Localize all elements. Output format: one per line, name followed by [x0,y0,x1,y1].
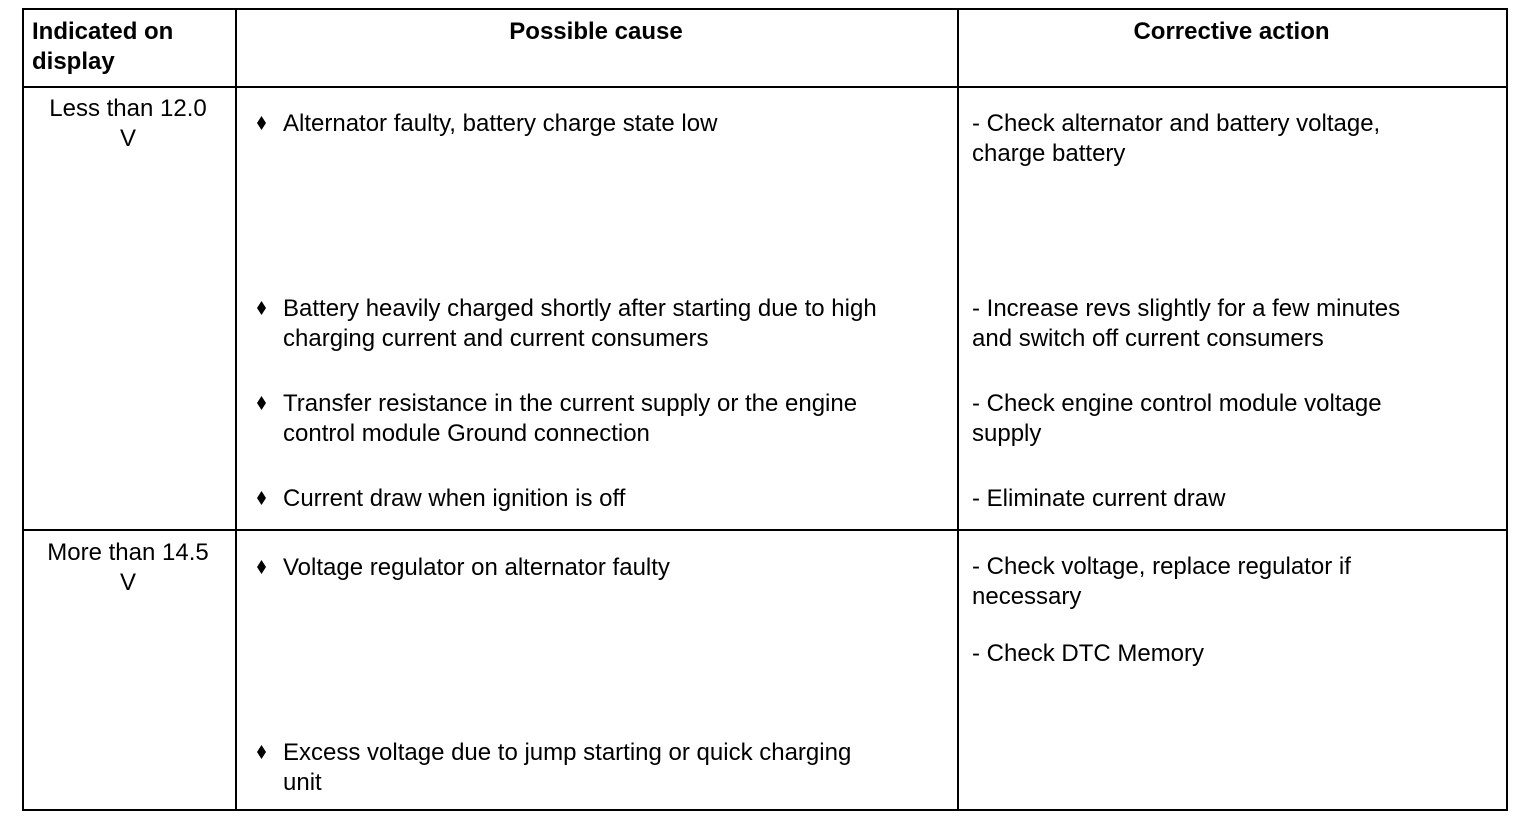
row1-action1-line1: - Check alternator and battery voltage, [972,110,1381,137]
column-divider-1 [235,10,237,809]
row1-cause4-line1: Current draw when ignition is off [283,485,626,512]
row-divider [24,529,1506,531]
row1-action4-line1: - Eliminate current draw [972,485,1226,512]
header-divider [24,86,1506,88]
row2-action1-line2: necessary [972,583,1082,610]
row2-cause2-line1: Excess voltage due to jump starting or quick charging [283,739,852,766]
row1-cause2-line2: charging current and current consumers [283,325,709,352]
row1-action2-line2: and switch off current consumers [972,325,1324,352]
row1-action3-line2: supply [972,420,1042,447]
row1-indicated-line1: Less than 12.0 [49,95,207,122]
row2-indicated-line2: V [119,569,136,596]
column-divider-2 [957,10,959,809]
row2-indicated-line1: More than 14.5 [47,539,209,566]
header-possible-cause: Possible cause [509,18,683,45]
header-indicated-line1: Indicated on [32,18,174,45]
row1-action1-line2: charge battery [972,140,1126,167]
row2-cause1-line1: Voltage regulator on alternator faulty [283,554,670,581]
row1-action2-line1: - Increase revs slightly for a few minutes [972,295,1401,322]
row2-cause2-line2: unit [283,769,322,796]
row1-action3-line1: - Check engine control module voltage [972,390,1382,417]
header-indicated-line2: display [32,48,115,75]
header-corrective-action: Corrective action [1133,18,1330,45]
row2-action1-line1: - Check voltage, replace regulator if [972,553,1351,580]
row1-indicated-line2: V [119,125,136,152]
row1-cause2-line1: Battery heavily charged shortly after starting due to high [283,295,877,322]
row1-cause3-line2: control module Ground connection [283,420,650,447]
row2-action2-line1: - Check DTC Memory [972,640,1205,667]
row1-cause1-line1: Alternator faulty, battery charge state low [283,110,718,137]
row1-cause3-line1: Transfer resistance in the current supply or the engine [283,390,858,417]
